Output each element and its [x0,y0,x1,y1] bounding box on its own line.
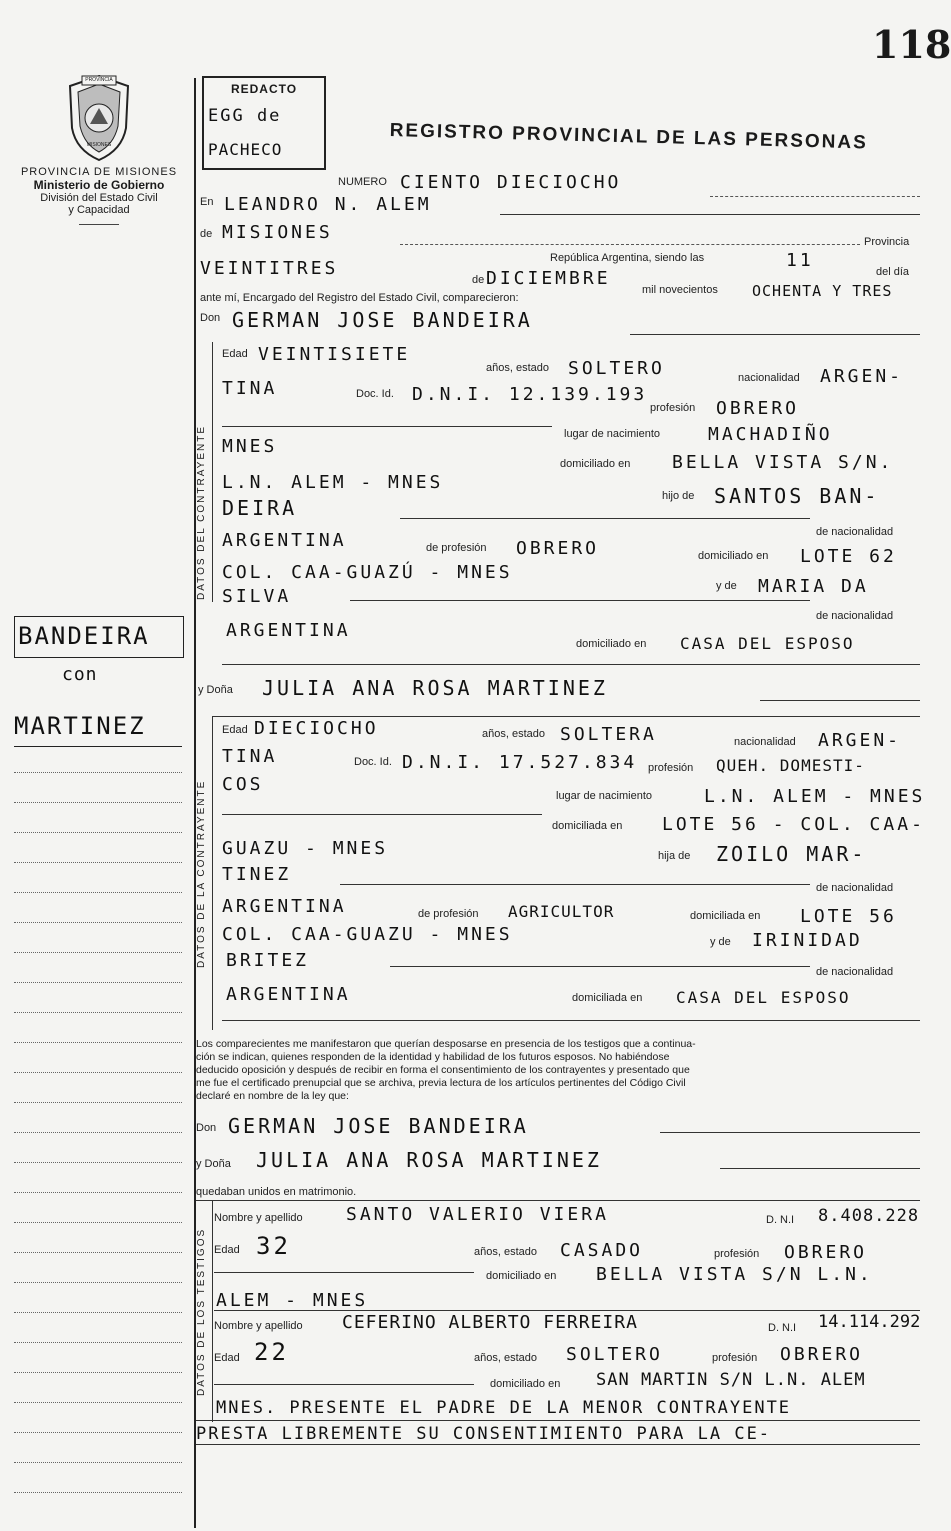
margin-groom-surname: BANDEIRA [18,622,150,650]
bride-lugar: L.N. ALEM - MNES [704,786,926,807]
ante-label: ante mí, Encargado del Registro del Estado Civil, comparecieron: [200,292,519,304]
document-title: REGISTRO PROVINCIAL DE LAS PERSONAS [389,120,869,154]
w2-profesion: OBRERO [780,1344,864,1365]
page-number: 118 [872,22,951,67]
groom-profesion: OBRERO [716,398,800,419]
groom-father-b: DEIRA [222,496,298,520]
act-hour: 11 [786,250,814,271]
w2-dni: 14.114.292 [818,1312,921,1332]
groom-father-prof: OBRERO [516,538,600,559]
bride-dom-b: GUAZU - MNES [222,838,389,859]
bride-y-de-label: y de [710,936,731,948]
del-dia-label: del día [876,266,910,278]
numero-label: NUMERO [338,176,387,188]
act-year: OCHENTA Y TRES [752,282,893,300]
dona-label: y Doña [198,684,233,696]
en-label: En [200,196,214,208]
w2-prof-label: profesión [712,1352,758,1364]
w2-dom-label: domiciliado en [490,1378,561,1390]
w1-profesion: OBRERO [784,1242,868,1263]
groom-lugar-b: MNES [222,436,278,457]
bride-father-b: TINEZ [222,864,292,885]
bride-father-dom-a: LOTE 56 [800,906,897,927]
groom-father-dom-b: COL. CAA-GUAZÚ - MNES [222,562,513,583]
groom-edad-label: Edad [222,348,248,360]
groom-mother-dom: CASA DEL ESPOSO [680,634,855,653]
capacity-name: y Capacidad [68,204,130,216]
bride-mother-dom: CASA DEL ESPOSO [676,988,851,1007]
decl-unidos: quedaban unidos en matrimonio. [196,1186,357,1198]
ministry-name: Ministerio de Gobierno [33,178,165,192]
bride-mother-nac: ARGENTINA [226,984,351,1005]
act-month: DICIEMBRE [486,268,611,289]
groom-father-a: SANTOS BAN- [714,484,880,508]
groom-side-label: DATOS DEL CONTRAYENTE [196,425,207,600]
de-mes-label: de [472,274,485,286]
w1-dni: 8.408.228 [818,1206,920,1226]
w2-name: CEFERINO ALBERTO FERREIRA [342,1312,638,1333]
w2-anos-label: años, estado [474,1352,537,1364]
redacto-name: PACHECO [208,140,283,159]
bride-mother-dom-label: domiciliada en [572,992,643,1004]
groom-estado: SOLTERO [568,358,665,379]
bride-mother-b: BRITEZ [226,950,310,971]
bride-anos-label: años, estado [482,728,545,740]
bride-mother-nac-label: de nacionalidad [816,966,894,978]
margin-bride-surname: MARTINEZ [14,712,146,740]
declaration-text [196,1038,926,1103]
w1-age: 32 [256,1232,291,1260]
province-name: PROVINCIA DE MISIONES [20,166,178,178]
bride-father-prof: AGRICULTOR [508,902,615,921]
groom-name: GERMAN JOSE BANDEIRA [232,308,533,332]
groom-dom-b: L.N. ALEM - MNES [222,472,444,493]
mil-label: mil novecientos [642,284,718,296]
groom-y-de-label: y de [716,580,737,592]
w1-dom-b: ALEM - MNES [216,1290,369,1311]
w1-prof-label: profesión [714,1248,760,1260]
witness-note-a: MNES. PRESENTE EL PADRE DE LA MENOR CONTRAYENTE [216,1398,792,1418]
groom-father-dom-a: LOTE 62 [800,546,897,567]
groom-doc-label: Doc. Id. [356,388,394,400]
groom-father-prof-label: de profesión [426,542,487,554]
bride-edad-label: Edad [222,724,248,736]
decl-bride-name: JULIA ANA ROSA MARTINEZ [256,1148,602,1172]
seal-text-bottom: MISIONES [86,142,112,148]
bride-nac-a: ARGEN- [818,730,902,751]
declaration-line-1: Los comparecientes me manifestaron que querían desposarse en presencia de los testigos que a continua- [196,1038,696,1050]
republica-label: República Argentina, siendo las [550,252,705,264]
groom-lugar-label: lugar de nacimiento [564,428,661,440]
bride-father-prof-label: de profesión [418,908,479,920]
w2-dni-label: D. N.I [768,1322,797,1334]
groom-age: VEINTISIETE [258,344,411,365]
bride-side-label: DATOS DE LA CONTRAYENTE [196,779,207,968]
w1-dom-a: BELLA VISTA S/N L.N. [596,1264,873,1285]
groom-mother-dom-label: domiciliado en [576,638,647,650]
groom-prof-label: profesión [650,402,696,414]
bride-doc-label: Doc. Id. [354,756,392,768]
w1-dom-label: domiciliado en [486,1270,557,1282]
groom-hijo-label: hijo de [662,490,695,502]
declaration-line-3: deducido oposición y después de recibir en forma el consentimiento de los contrayentes y presentado que [196,1064,690,1076]
bride-prof-label: profesión [648,762,694,774]
don-label: Don [200,312,221,324]
w2-dom-a: SAN MARTIN S/N L.N. ALEM [596,1370,866,1390]
act-number: CIENTO DIECIOCHO [400,172,622,193]
declaration-line-5: declaré en nombre de la ley que: [196,1090,349,1102]
witness-note-b: PRESTA LIBREMENTE SU CONSENTIMIENTO PARA LA CE- [196,1424,772,1444]
w2-edad-label: Edad [214,1352,240,1364]
witnesses-side-label: DATOS DE LOS TESTIGOS [196,1227,207,1396]
groom-doc: D.N.I. 12.139.193 [412,384,648,405]
groom-mother-nac: ARGENTINA [226,620,351,641]
seal-text-top: PROVINCIA [85,77,113,83]
bride-father-dom-label: domiciliada en [690,910,761,922]
w1-estado: CASADO [560,1240,644,1261]
groom-dom-label: domiciliado en [560,458,631,470]
bride-father-nac: ARGENTINA [222,896,347,917]
redacto-initials: EGG de [208,106,282,126]
groom-father-nac: ARGENTINA [222,530,347,551]
act-province: MISIONES [222,222,333,243]
w1-nombre-label: Nombre y apellido [214,1212,303,1224]
bride-age: DIECIOCHO [254,718,379,739]
bride-father-nac-label: de nacionalidad [816,882,894,894]
bride-dom-label: domiciliada en [552,820,623,832]
groom-nac-label: nacionalidad [738,372,800,384]
provincia-label: Provincia [864,236,910,248]
decl-dona-label: y Doña [196,1158,231,1170]
w1-anos-label: años, estado [474,1246,537,1258]
w1-dni-label: D. N.I [766,1214,795,1226]
provincial-seal [62,72,136,162]
margin-con: con [62,664,98,685]
declaration-line-4: me fue el certificado prenupcial que se archiva, previa lectura de los artículos pertinentes del Código Civil [196,1077,686,1089]
bride-hija-label: hija de [658,850,691,862]
bride-nac-label: nacionalidad [734,736,796,748]
groom-nac-a: ARGEN- [820,366,904,387]
bride-dom-a: LOTE 56 - COL. CAA- [662,814,925,835]
bride-father-dom-b: COL. CAA-GUAZU - MNES [222,924,513,945]
bride-nac-b: TINA [222,746,278,767]
w2-estado: SOLTERO [566,1344,663,1365]
act-place: LEANDRO N. ALEM [224,194,432,215]
groom-father-dom-label: domiciliado en [698,550,769,562]
w2-nombre-label: Nombre y apellido [214,1320,303,1332]
bride-estado: SOLTERA [560,724,657,745]
w2-age: 22 [254,1338,289,1366]
groom-lugar-a: MACHADIÑO [708,424,833,445]
bride-father-a: ZOILO MAR- [716,842,867,866]
bride-prof-a: QUEH. DOMESTI- [716,756,865,775]
bride-name: JULIA ANA ROSA MARTINEZ [262,676,608,700]
redacto-stamp [202,76,326,170]
bride-lugar-label: lugar de nacimiento [556,790,653,802]
bride-mother-a: IRINIDAD [752,930,863,951]
de-label: de [200,228,213,240]
groom-mother-nac-label: de nacionalidad [816,610,894,622]
declaration-line-2: ción se indican, quienes responden de la identidad y habilidad de los futuros esposos. No habiéndose [196,1051,670,1063]
decl-groom-name: GERMAN JOSE BANDEIRA [228,1114,529,1138]
bride-doc: D.N.I. 17.527.834 [402,752,638,773]
w1-name: SANTO VALERIO VIERA [346,1204,609,1225]
groom-mother-a: MARIA DA [758,576,869,597]
groom-mother-b: SILVA [222,586,292,607]
groom-father-nac-label: de nacionalidad [816,526,894,538]
bride-prof-b: COS [222,774,264,795]
w1-edad-label: Edad [214,1244,240,1256]
redacto-label: REDACTO [230,82,298,96]
groom-dom-a: BELLA VISTA S/N. [672,452,894,473]
decl-don-label: Don [196,1122,217,1134]
division-name: División del Estado Civil [40,192,158,204]
act-day: VEINTITRES [200,258,339,279]
groom-nac-b: TINA [222,378,278,399]
groom-anos-label: años, estado [486,362,549,374]
